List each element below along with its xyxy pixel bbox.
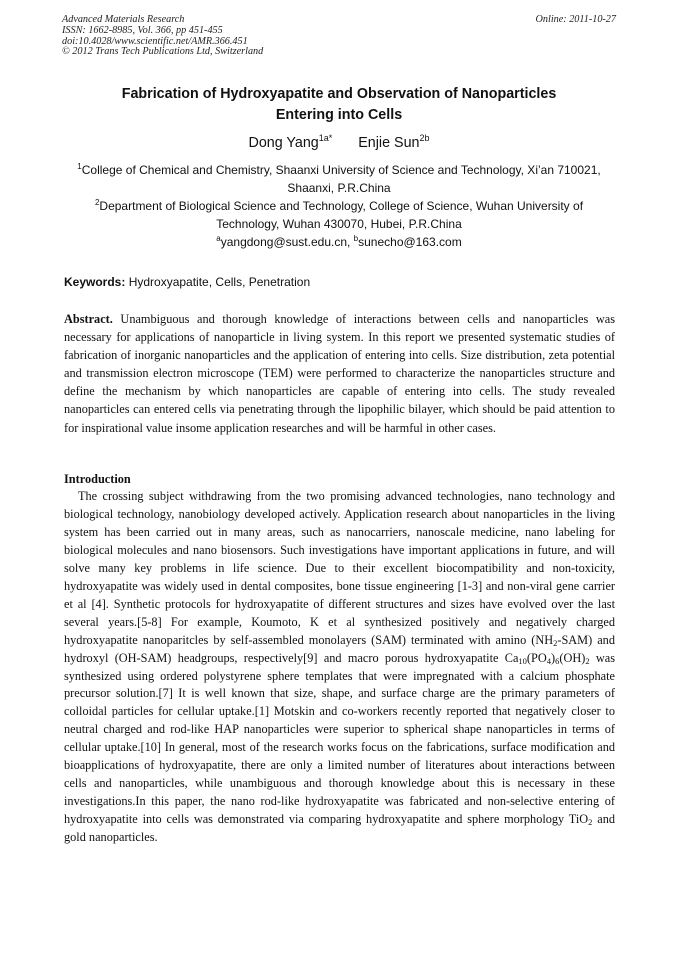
online-date: Online: 2011-10-27 <box>535 14 616 25</box>
affiliation-1-line-2: Shaanxi, P.R.China <box>287 181 391 195</box>
introduction-paragraph <box>64 488 615 847</box>
author-2-sup: 2b <box>419 133 430 143</box>
intro-text-5: (OH) <box>559 650 586 665</box>
affiliation-2-line-2: Technology, Wuhan 430070, Hubei, P.R.China <box>216 217 462 231</box>
author-1-sup: 1a* <box>318 133 333 143</box>
doi-line: doi:10.4028/www.scientific.net/AMR.366.451 <box>62 35 248 47</box>
affiliation-2-line-1 <box>62 197 616 215</box>
intro-text-1: The crossing subject withdrawing from the two promising advanced technologies, nano technology and biological technology, nanobiology developed actively. Application research about nanoparticles in the living system has been carried out in many areas, such as nanocarriers, nanoscale medicine, nano labeling for biological molecules and nano biosensors. Such investigations have important applications in future, and will solve many key problems in life science. Due to their excellent biocompatibility and non-toxicity, hydroxyapatite was widely used in dental composites, bone tissue engineering [1-3] and non-viral gene carrier et al [4]. Synthetic protocols for hydroxyapatite of different structures and sizes have evolved over the last several years.[5-8] For example, Koumoto, K et al synthesized positively and negatively charged hydroxyapatite nanoparitcles by self-assembled monolayers (SAM) terminated with amino (NH <box>64 489 615 647</box>
introduction-heading: Introduction <box>64 472 131 486</box>
author-1 <box>249 135 333 151</box>
ca10-subscript: 10 <box>518 655 527 666</box>
title-line-1: Fabrication of Hydroxyapatite and Observation of Nanoparticles <box>121 86 557 102</box>
intro-text-4: ) <box>551 650 556 665</box>
affiliation-2-sup: 2 <box>94 198 100 207</box>
keywords-text: Hydroxyapatite, Cells, Penetration <box>125 275 311 289</box>
tio2-subscript: 2 <box>588 817 593 828</box>
abstract-text: Unambiguous and thorough knowledge of interactions between cells and nanoparticles was necessary for applications of nanoparticle in living system. In this report we presented systematic studies of fabrication of inorganic nanoparticles and the application of entering into cells. Size distribution, zeta potential and transmission electron microscope (TEM) were performed to characterize the nanoparticles structure and define the mechanism by which nanoparticles are capable of entering into cells. The study revealed nanoparticles can entered cells via penetrating through the lipophilic bilayer, which should be paid attention to for inspirational value insome application researches and will be harmful in other cases. <box>64 312 615 435</box>
email-a-sup: a <box>216 234 221 243</box>
paper-title <box>62 84 616 126</box>
author-list <box>62 133 616 153</box>
email-b-link[interactable]: sunecho@163.com <box>358 235 462 249</box>
author-2-name: Enjie Sun <box>358 135 420 151</box>
affiliation-1 <box>62 161 616 197</box>
title-line-2: Entering into Cells <box>275 107 403 123</box>
affiliation-2 <box>62 197 616 233</box>
copyright-line: © 2012 Trans Tech Publications Ltd, Switzerland <box>62 46 264 58</box>
intro-text-6: was synthesized using ordered polystyrene sphere templates that were impregnated with a calcium phosphate precursor solution.[7] It is well known that size, shape, and surface charge are the primary parameters of colloidal particles for cellular uptake.[1] Motskin and co-workers recently reported that negatively closer to neutral charged and rod-like HAP nanoparticles were superior to spherical shape nanoparticles in terms of cellular uptake.[10] In general, most of the research works focus on the fabrications, surface modification and bioapplications of hydroxyapatite, there are only a limited number of literatures about interactions between cells and nanoparticles, while unambiguous and thorough knowledge about this is necessary in these investigations.In this paper, the nano rod-like hydroxyapatite was fabricated and non-selective entering of hydroxyapatite into cells was demonstrated via comparing hydroxyapatite and sphere morphology TiO <box>64 650 615 827</box>
affiliation-1-sup: 1 <box>77 162 82 171</box>
issn-line: ISSN: 1662-8985, Vol. 366, pp 451-455 <box>62 24 223 36</box>
email-a-link[interactable]: yangdong@sust.edu.cn, <box>220 235 354 249</box>
journal-name: Advanced Materials Research <box>62 14 185 25</box>
email-b-sup: b <box>353 234 359 243</box>
author-1-name: Dong Yang <box>248 135 319 151</box>
paren6-subscript: 6 <box>555 655 560 666</box>
po4-subscript: 4 <box>546 655 551 666</box>
keywords <box>64 273 616 291</box>
author-2 <box>358 135 429 151</box>
abstract-label: Abstract. <box>64 312 113 326</box>
oh2-subscript: 2 <box>585 655 590 666</box>
abstract <box>64 310 615 437</box>
affiliation-1-line-1 <box>62 161 616 179</box>
intro-text-2: -SAM) and hydroxyl (OH-SAM) headgroups, respectively[9] and macro porous hydroxyapatite Ca <box>64 632 615 665</box>
journal-header <box>62 15 616 58</box>
nh2-subscript: 2 <box>553 637 558 648</box>
keywords-label: Keywords: <box>64 275 126 289</box>
affiliation-1-text-1: College of Chemical and Chemistry, Shaanxi University of Science and Technology, Xi’an 710021, <box>81 163 601 177</box>
affiliation-2-text-1: Department of Biological Science and Technology, College of Science, Wuhan University of <box>99 199 584 213</box>
email-line <box>62 233 616 251</box>
intro-text-3: (PO <box>526 650 547 665</box>
intro-text-7: and gold nanoparticles. <box>64 812 615 845</box>
